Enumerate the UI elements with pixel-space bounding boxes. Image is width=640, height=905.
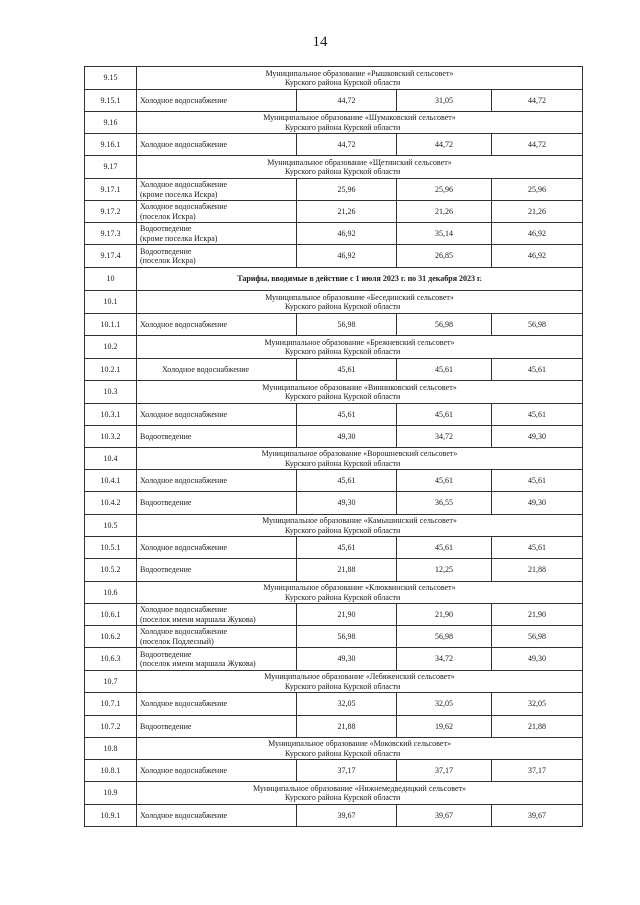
table-row bbox=[85, 693, 583, 716]
tariff-value-2: 32,05 bbox=[397, 693, 492, 716]
table-row bbox=[85, 179, 583, 201]
tariff-value-1: 45,61 bbox=[297, 404, 397, 426]
municipality-heading bbox=[137, 67, 583, 90]
tariff-value-2: 21,26 bbox=[397, 201, 492, 223]
tariff-value-2: 56,98 bbox=[397, 626, 492, 648]
row-number: 9.17.4 bbox=[85, 245, 137, 268]
municipality-name: Муниципальное образование «Рышковский сельсовет» bbox=[265, 68, 454, 78]
district-name: Курского района Курской области bbox=[285, 302, 401, 311]
service-line: Водоотведение bbox=[140, 565, 192, 575]
municipality-row bbox=[85, 381, 583, 404]
row-number: 10.1 bbox=[85, 291, 137, 314]
municipality-row bbox=[85, 67, 583, 90]
tariff-value-1: 44,72 bbox=[297, 134, 397, 156]
tariff-value-3: 45,61 bbox=[492, 359, 583, 381]
tariff-table-body bbox=[85, 67, 583, 827]
tariff-value-3: 21,26 bbox=[492, 201, 583, 223]
tariff-value-2: 39,67 bbox=[397, 805, 492, 827]
municipality-heading bbox=[137, 782, 583, 805]
row-number: 10.1.1 bbox=[85, 314, 137, 336]
service-name bbox=[137, 559, 297, 582]
service-name bbox=[137, 134, 297, 156]
municipality-row bbox=[85, 156, 583, 179]
row-number: 10 bbox=[85, 268, 137, 291]
tariff-value-2: 44,72 bbox=[397, 134, 492, 156]
service-line: (поселок имени маршала Жукова) bbox=[140, 659, 256, 668]
municipality-name: Муниципальное образование «Нижнемедведицкий сельсовет» bbox=[252, 783, 466, 793]
service-line: Холодное водоснабжение bbox=[140, 699, 228, 709]
municipality-heading bbox=[137, 112, 583, 134]
municipality-heading bbox=[137, 156, 583, 179]
tariff-value-3: 49,30 bbox=[492, 426, 583, 448]
service-line: Холодное водоснабжение bbox=[140, 810, 228, 820]
tariff-value-2: 35,14 bbox=[397, 223, 492, 245]
table-row bbox=[85, 626, 583, 648]
service-line: (поселок имени маршала Жукова) bbox=[140, 614, 256, 624]
service-name bbox=[137, 716, 297, 738]
tariff-value-3: 44,72 bbox=[492, 90, 583, 112]
table-row bbox=[85, 492, 583, 515]
row-number: 10.9.1 bbox=[85, 805, 137, 827]
service-name bbox=[137, 223, 297, 245]
row-number: 10.6 bbox=[85, 582, 137, 604]
table-row bbox=[85, 760, 583, 782]
page-number: 14 bbox=[312, 34, 328, 50]
municipality-heading bbox=[137, 671, 583, 693]
row-number: 10.5.2 bbox=[85, 559, 137, 582]
municipality-row bbox=[85, 671, 583, 693]
tariff-value-3: 49,30 bbox=[492, 492, 583, 515]
tariff-value-3: 45,61 bbox=[492, 470, 583, 492]
service-line: (поселок Подлесный) bbox=[140, 636, 214, 646]
table-row bbox=[85, 470, 583, 492]
service-line: Водоотведение bbox=[140, 649, 192, 659]
row-number: 10.7 bbox=[85, 671, 137, 693]
service-line: Холодное водоснабжение bbox=[140, 319, 228, 329]
tariff-value-1: 21,90 bbox=[297, 604, 397, 626]
district-name: Курского района Курской области bbox=[285, 167, 401, 176]
service-line: Холодное водоснабжение bbox=[140, 95, 228, 105]
service-name bbox=[137, 492, 297, 515]
tariff-value-1: 45,61 bbox=[297, 470, 397, 492]
row-number: 10.3.1 bbox=[85, 404, 137, 426]
municipality-name: Муниципальное образование «Камышинский сельсовет» bbox=[262, 516, 457, 525]
municipality-heading bbox=[137, 738, 583, 760]
service-name bbox=[137, 201, 297, 223]
service-name bbox=[137, 626, 297, 648]
municipality-heading bbox=[137, 515, 583, 537]
service-name bbox=[137, 359, 297, 381]
tariff-value-3: 44,72 bbox=[492, 134, 583, 156]
row-number: 10.2 bbox=[85, 336, 137, 359]
section-row bbox=[85, 268, 583, 291]
row-number: 10.7.2 bbox=[85, 716, 137, 738]
table-row bbox=[85, 404, 583, 426]
service-line: (кроме поселка Искра) bbox=[140, 189, 218, 199]
service-name bbox=[137, 648, 297, 671]
tariff-value-1: 39,67 bbox=[297, 805, 397, 827]
municipality-heading bbox=[137, 336, 583, 359]
tariff-value-2: 37,17 bbox=[397, 760, 492, 782]
table-row bbox=[85, 314, 583, 336]
tariff-value-1: 32,05 bbox=[297, 693, 397, 716]
service-line: (поселок Искра) bbox=[140, 211, 196, 221]
row-number: 9.17.1 bbox=[85, 179, 137, 201]
tariff-value-3: 25,96 bbox=[492, 179, 583, 201]
municipality-heading bbox=[137, 381, 583, 404]
municipality-name: Муниципальное образование «Шумаковский сельсовет» bbox=[263, 113, 456, 122]
tariff-value-1: 44,72 bbox=[297, 90, 397, 112]
table-row bbox=[85, 648, 583, 671]
district-name: Курского района Курской области bbox=[285, 681, 401, 691]
row-number: 10.4.2 bbox=[85, 492, 137, 515]
municipality-name: Муниципальное образование «Моковский сельсовет» bbox=[268, 739, 451, 748]
tariff-value-1: 56,98 bbox=[297, 626, 397, 648]
service-line: Водоотведение bbox=[140, 431, 192, 441]
tariff-value-3: 21,88 bbox=[492, 559, 583, 582]
row-number: 10.6.2 bbox=[85, 626, 137, 648]
row-number: 10.8.1 bbox=[85, 760, 137, 782]
municipality-name: Муниципальное образование «Бесединский сельсовет» bbox=[265, 292, 454, 302]
district-name: Курского района Курской области bbox=[285, 347, 401, 356]
table-row bbox=[85, 223, 583, 245]
table-row bbox=[85, 90, 583, 112]
service-line: Водоотведение bbox=[140, 224, 192, 233]
table-row bbox=[85, 359, 583, 381]
table-row bbox=[85, 426, 583, 448]
municipality-row bbox=[85, 738, 583, 760]
table-row bbox=[85, 716, 583, 738]
district-name: Курского района Курской области bbox=[285, 793, 401, 802]
row-number: 10.5 bbox=[85, 515, 137, 537]
tariff-value-2: 34,72 bbox=[397, 426, 492, 448]
tariff-table bbox=[84, 66, 583, 827]
municipality-heading bbox=[137, 291, 583, 314]
row-number: 10.3 bbox=[85, 381, 137, 404]
service-name bbox=[137, 760, 297, 782]
municipality-row bbox=[85, 782, 583, 805]
municipality-name: Муниципальное образование «Лебяженский сельсовет» bbox=[264, 672, 455, 681]
tariff-value-2: 45,61 bbox=[397, 537, 492, 559]
service-line: Холодное водоснабжение bbox=[140, 180, 228, 189]
tariff-value-3: 46,92 bbox=[492, 223, 583, 245]
tariff-value-2: 19,62 bbox=[397, 716, 492, 738]
tariff-value-2: 21,90 bbox=[397, 604, 492, 626]
tariff-value-3: 46,92 bbox=[492, 245, 583, 268]
service-name bbox=[137, 90, 297, 112]
tariff-value-1: 49,30 bbox=[297, 648, 397, 671]
municipality-heading bbox=[137, 448, 583, 470]
tariff-value-1: 46,92 bbox=[297, 223, 397, 245]
row-number: 10.9 bbox=[85, 782, 137, 805]
row-number: 9.17.3 bbox=[85, 223, 137, 245]
municipality-heading bbox=[137, 582, 583, 604]
municipality-name: Муниципальное образование «Винниковский сельсовет» bbox=[262, 382, 457, 392]
service-line: Холодное водоснабжение bbox=[140, 475, 228, 485]
municipality-name: Муниципальное образование «Клюквинский сельсовет» bbox=[263, 583, 456, 592]
service-line: Холодное водоснабжение bbox=[162, 364, 250, 374]
tariff-value-2: 45,61 bbox=[397, 470, 492, 492]
row-number: 10.4.1 bbox=[85, 470, 137, 492]
district-name: Курского района Курской области bbox=[285, 748, 401, 758]
service-line: Водоотведение bbox=[140, 721, 192, 731]
tariff-value-3: 39,67 bbox=[492, 805, 583, 827]
row-number: 10.4 bbox=[85, 448, 137, 470]
row-number: 9.16.1 bbox=[85, 134, 137, 156]
municipality-row bbox=[85, 582, 583, 604]
tariff-value-2: 56,98 bbox=[397, 314, 492, 336]
tariff-value-2: 26,85 bbox=[397, 245, 492, 268]
row-number: 10.5.1 bbox=[85, 537, 137, 559]
service-line: Холодное водоснабжение bbox=[140, 627, 228, 636]
tariff-value-1: 25,96 bbox=[297, 179, 397, 201]
tariff-value-3: 32,05 bbox=[492, 693, 583, 716]
table-row bbox=[85, 805, 583, 827]
tariff-value-1: 45,61 bbox=[297, 537, 397, 559]
municipality-name: Муниципальное образование «Щетинский сельсовет» bbox=[267, 157, 452, 167]
row-number: 9.16 bbox=[85, 112, 137, 134]
tariff-value-1: 21,26 bbox=[297, 201, 397, 223]
service-line: Холодное водоснабжение bbox=[140, 605, 228, 614]
municipality-row bbox=[85, 448, 583, 470]
service-name bbox=[137, 693, 297, 716]
service-line: Холодное водоснабжение bbox=[140, 139, 228, 149]
municipality-row bbox=[85, 515, 583, 537]
district-name: Курского района Курской области bbox=[285, 592, 401, 602]
district-name: Курского района Курской области bbox=[285, 122, 401, 132]
table-row bbox=[85, 537, 583, 559]
tariff-value-2: 34,72 bbox=[397, 648, 492, 671]
tariff-value-2: 25,96 bbox=[397, 179, 492, 201]
tariff-value-1: 37,17 bbox=[297, 760, 397, 782]
service-name bbox=[137, 426, 297, 448]
tariff-value-3: 45,61 bbox=[492, 404, 583, 426]
tariff-value-2: 45,61 bbox=[397, 404, 492, 426]
service-line: (кроме поселка Искра) bbox=[140, 233, 218, 243]
row-number: 10.6.3 bbox=[85, 648, 137, 671]
district-name: Курского района Курской области bbox=[285, 458, 401, 468]
tariff-value-1: 21,88 bbox=[297, 716, 397, 738]
tariff-value-1: 56,98 bbox=[297, 314, 397, 336]
tariff-value-1: 49,30 bbox=[297, 426, 397, 448]
service-line: Холодное водоснабжение bbox=[140, 765, 228, 775]
municipality-row bbox=[85, 112, 583, 134]
municipality-name: Муниципальное образование «Брежневский сельсовет» bbox=[264, 337, 455, 347]
tariff-value-3: 37,17 bbox=[492, 760, 583, 782]
row-number: 10.7.1 bbox=[85, 693, 137, 716]
tariff-value-3: 21,90 bbox=[492, 604, 583, 626]
service-name bbox=[137, 404, 297, 426]
service-name bbox=[137, 604, 297, 626]
table-row bbox=[85, 604, 583, 626]
row-number: 10.2.1 bbox=[85, 359, 137, 381]
service-name bbox=[137, 805, 297, 827]
tariff-value-1: 45,61 bbox=[297, 359, 397, 381]
table-row bbox=[85, 559, 583, 582]
row-number: 9.15 bbox=[85, 67, 137, 90]
service-name bbox=[137, 314, 297, 336]
service-name bbox=[137, 245, 297, 268]
table-row bbox=[85, 245, 583, 268]
tariff-value-3: 45,61 bbox=[492, 537, 583, 559]
row-number: 10.6.1 bbox=[85, 604, 137, 626]
tariff-value-2: 31,05 bbox=[397, 90, 492, 112]
service-line: Холодное водоснабжение bbox=[140, 409, 228, 419]
service-name bbox=[137, 179, 297, 201]
table-row bbox=[85, 201, 583, 223]
row-number: 9.17.2 bbox=[85, 201, 137, 223]
row-number: 9.15.1 bbox=[85, 90, 137, 112]
tariff-value-1: 21,88 bbox=[297, 559, 397, 582]
section-title: Тарифы, вводимые в действие с 1 июля 2023 г. по 31 декабря 2023 г. bbox=[137, 268, 583, 291]
tariff-value-2: 45,61 bbox=[397, 359, 492, 381]
municipality-name: Муниципальное образование «Ворошневский сельсовет» bbox=[261, 449, 458, 458]
district-name: Курского района Курской области bbox=[285, 78, 401, 87]
row-number: 10.3.2 bbox=[85, 426, 137, 448]
tariff-value-1: 49,30 bbox=[297, 492, 397, 515]
tariff-value-2: 12,25 bbox=[397, 559, 492, 582]
service-line: Водоотведение bbox=[140, 246, 192, 256]
tariff-value-3: 49,30 bbox=[492, 648, 583, 671]
service-name bbox=[137, 537, 297, 559]
municipality-row bbox=[85, 336, 583, 359]
service-line: (поселок Искра) bbox=[140, 256, 196, 265]
row-number: 10.8 bbox=[85, 738, 137, 760]
tariff-value-1: 46,92 bbox=[297, 245, 397, 268]
service-line: Холодное водоснабжение bbox=[140, 202, 228, 211]
tariff-value-3: 21,88 bbox=[492, 716, 583, 738]
table-row bbox=[85, 134, 583, 156]
district-name: Курского района Курской области bbox=[285, 392, 401, 401]
service-name bbox=[137, 470, 297, 492]
tariff-value-3: 56,98 bbox=[492, 626, 583, 648]
municipality-row bbox=[85, 291, 583, 314]
service-line: Водоотведение bbox=[140, 498, 192, 508]
district-name: Курского района Курской области bbox=[285, 525, 401, 535]
service-line: Холодное водоснабжение bbox=[140, 542, 228, 552]
tariff-value-3: 56,98 bbox=[492, 314, 583, 336]
row-number: 9.17 bbox=[85, 156, 137, 179]
tariff-value-2: 36,55 bbox=[397, 492, 492, 515]
